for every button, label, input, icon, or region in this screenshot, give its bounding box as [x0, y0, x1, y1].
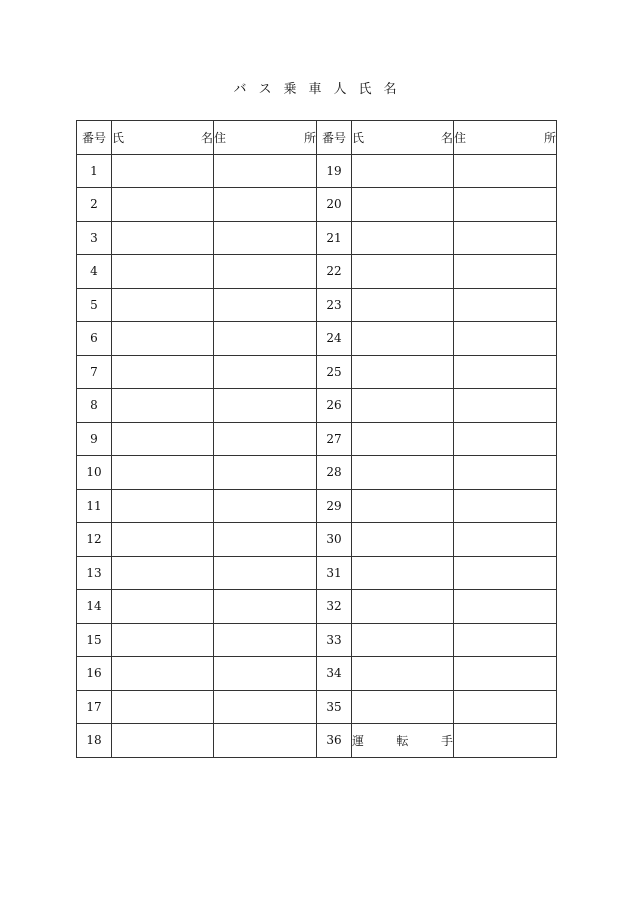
header-name-left: [112, 121, 214, 155]
driver-label: 運転手: [352, 733, 453, 748]
name-cell-left[interactable]: [112, 255, 214, 289]
address-cell-right[interactable]: [454, 322, 557, 356]
table-row: [77, 255, 557, 289]
row-number-left: 16: [77, 657, 112, 691]
address-cell-right[interactable]: [454, 690, 557, 724]
name-cell-right[interactable]: [352, 690, 454, 724]
name-cell-left[interactable]: [112, 221, 214, 255]
row-number-right: 21: [317, 221, 352, 255]
row-number-left: 13: [77, 556, 112, 590]
row-number-left: 14: [77, 590, 112, 624]
name-cell-left[interactable]: [112, 657, 214, 691]
address-cell-right[interactable]: [454, 255, 557, 289]
table-row: [77, 288, 557, 322]
row-number-left: 8: [77, 389, 112, 423]
row-number-left: 1: [77, 154, 112, 188]
name-cell-right[interactable]: [352, 154, 454, 188]
address-cell-right[interactable]: [454, 489, 557, 523]
name-cell-right[interactable]: [352, 188, 454, 222]
row-number-right: 22: [317, 255, 352, 289]
address-cell-left[interactable]: [214, 489, 317, 523]
address-cell-left[interactable]: [214, 389, 317, 423]
address-cell-right[interactable]: [454, 556, 557, 590]
row-number-right: 33: [317, 623, 352, 657]
address-cell-left[interactable]: [214, 623, 317, 657]
row-number-left: 11: [77, 489, 112, 523]
address-cell-left[interactable]: [214, 154, 317, 188]
row-number-left: 9: [77, 422, 112, 456]
table-row: [77, 154, 557, 188]
row-number-right: 27: [317, 422, 352, 456]
name-cell-right[interactable]: [352, 221, 454, 255]
table-row: [77, 221, 557, 255]
address-cell-right[interactable]: [454, 221, 557, 255]
row-number-left: 18: [77, 724, 112, 758]
table-row: [77, 657, 557, 691]
driver-label-cell: [352, 724, 454, 758]
name-cell-right[interactable]: [352, 590, 454, 624]
address-cell-right[interactable]: [454, 657, 557, 691]
name-cell-right[interactable]: [352, 322, 454, 356]
address-cell-right[interactable]: [454, 456, 557, 490]
name-cell-left[interactable]: [112, 724, 214, 758]
row-number-left: 15: [77, 623, 112, 657]
row-number-right: 28: [317, 456, 352, 490]
name-cell-right[interactable]: [352, 523, 454, 557]
name-cell-right[interactable]: [352, 255, 454, 289]
name-cell-left[interactable]: [112, 556, 214, 590]
row-number-right: 31: [317, 556, 352, 590]
row-number-right: 30: [317, 523, 352, 557]
row-number-right: 36: [317, 724, 352, 758]
table-row: [77, 489, 557, 523]
header-address-left: [214, 121, 317, 155]
name-cell-left[interactable]: [112, 322, 214, 356]
row-number-right: 26: [317, 389, 352, 423]
header-address-right-label: 住 所: [454, 130, 556, 145]
table-row: [77, 690, 557, 724]
address-cell-left[interactable]: [214, 355, 317, 389]
driver-name-cell[interactable]: [454, 724, 557, 758]
name-cell-left[interactable]: [112, 623, 214, 657]
table-row: [77, 724, 557, 758]
address-cell-left[interactable]: [214, 188, 317, 222]
table-row: [77, 523, 557, 557]
name-cell-right[interactable]: [352, 288, 454, 322]
address-cell-right[interactable]: [454, 523, 557, 557]
table-row: [77, 389, 557, 423]
header-number-left: 番号: [77, 121, 112, 155]
row-number-left: 3: [77, 221, 112, 255]
address-cell-left[interactable]: [214, 590, 317, 624]
row-number-right: 19: [317, 154, 352, 188]
address-cell-left[interactable]: [214, 690, 317, 724]
header-name-right: [352, 121, 454, 155]
passenger-table: [76, 120, 557, 758]
name-cell-left[interactable]: [112, 154, 214, 188]
header-name-left-label: 氏 名: [112, 130, 213, 145]
address-cell-left[interactable]: [214, 456, 317, 490]
table-body: [77, 154, 557, 757]
row-number-left: 5: [77, 288, 112, 322]
name-cell-left[interactable]: [112, 456, 214, 490]
name-cell-left[interactable]: [112, 590, 214, 624]
row-number-left: 17: [77, 690, 112, 724]
name-cell-right[interactable]: [352, 355, 454, 389]
header-name-right-label: 氏 名: [352, 130, 453, 145]
address-cell-right[interactable]: [454, 288, 557, 322]
table-row: [77, 590, 557, 624]
row-number-left: 12: [77, 523, 112, 557]
name-cell-right[interactable]: [352, 623, 454, 657]
row-number-left: 4: [77, 255, 112, 289]
row-number-left: 7: [77, 355, 112, 389]
name-cell-left[interactable]: [112, 422, 214, 456]
header-address-left-label: 住 所: [214, 130, 316, 145]
document-title: バス乗車人氏名: [233, 82, 409, 97]
row-number-right: 35: [317, 690, 352, 724]
table-row: [77, 188, 557, 222]
row-number-right: 32: [317, 590, 352, 624]
address-cell-right[interactable]: [454, 623, 557, 657]
address-cell-left[interactable]: [214, 255, 317, 289]
header-number-right: 番号: [317, 121, 352, 155]
name-cell-right[interactable]: [352, 456, 454, 490]
row-number-right: 23: [317, 288, 352, 322]
row-number-right: 25: [317, 355, 352, 389]
name-cell-right[interactable]: [352, 489, 454, 523]
name-cell-right[interactable]: [352, 657, 454, 691]
address-cell-left[interactable]: [214, 523, 317, 557]
row-number-left: 6: [77, 322, 112, 356]
table-row: [77, 355, 557, 389]
row-number-right: 20: [317, 188, 352, 222]
address-cell-left[interactable]: [214, 556, 317, 590]
name-cell-left[interactable]: [112, 355, 214, 389]
address-cell-right[interactable]: [454, 422, 557, 456]
row-number-right: 24: [317, 322, 352, 356]
name-cell-left[interactable]: [112, 489, 214, 523]
row-number-right: 29: [317, 489, 352, 523]
table-row: [77, 422, 557, 456]
address-cell-left[interactable]: [214, 322, 317, 356]
row-number-right: 34: [317, 657, 352, 691]
table-row: [77, 322, 557, 356]
table-header-row: [77, 121, 557, 155]
name-cell-right[interactable]: [352, 422, 454, 456]
address-cell-left[interactable]: [214, 724, 317, 758]
name-cell-left[interactable]: [112, 389, 214, 423]
address-cell-left[interactable]: [214, 221, 317, 255]
name-cell-right[interactable]: [352, 556, 454, 590]
name-cell-left[interactable]: [112, 523, 214, 557]
table-row: [77, 456, 557, 490]
address-cell-right[interactable]: [454, 355, 557, 389]
address-cell-left[interactable]: [214, 422, 317, 456]
row-number-left: 2: [77, 188, 112, 222]
name-cell-left[interactable]: [112, 690, 214, 724]
name-cell-left[interactable]: [112, 288, 214, 322]
address-cell-right[interactable]: [454, 590, 557, 624]
name-cell-left[interactable]: [112, 188, 214, 222]
table-row: [77, 556, 557, 590]
table-row: [77, 623, 557, 657]
address-cell-right[interactable]: [454, 154, 557, 188]
address-cell-left[interactable]: [214, 288, 317, 322]
address-cell-right[interactable]: [454, 389, 557, 423]
header-address-right: [454, 121, 557, 155]
address-cell-left[interactable]: [214, 657, 317, 691]
address-cell-right[interactable]: [454, 188, 557, 222]
name-cell-right[interactable]: [352, 389, 454, 423]
row-number-left: 10: [77, 456, 112, 490]
